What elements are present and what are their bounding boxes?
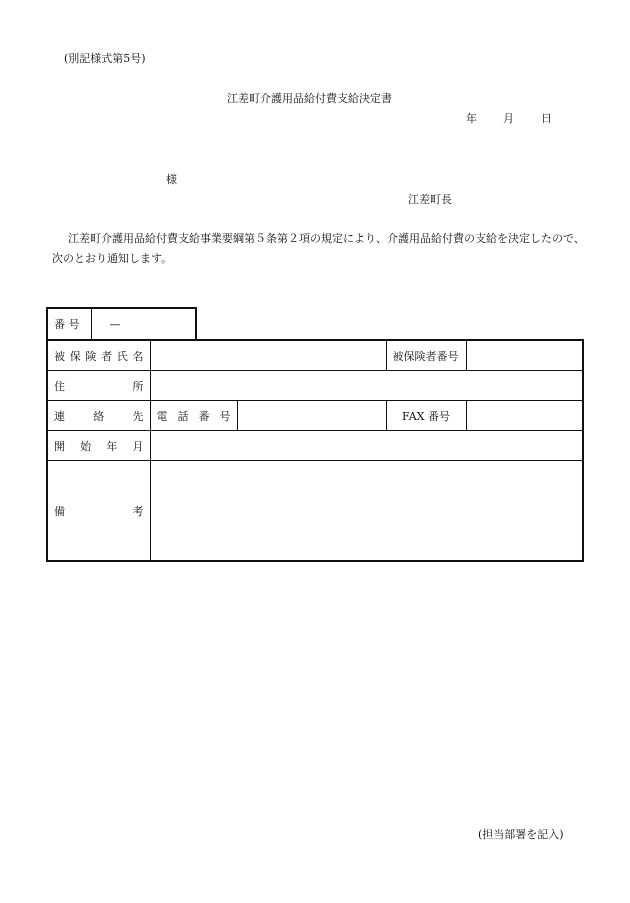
address-field[interactable] [150,371,583,401]
info-table [46,339,584,562]
addressee-suffix: 様 [166,173,177,186]
issuer-name: 江差町長 [408,193,452,206]
phone-label: 電話番号 [150,401,237,431]
body-text: 江差町介護用品給付費支給事業要綱第５条第２項の規定により、介護用品給付費の支給を決定したので、次のとおり通知します。 [52,232,585,265]
date-year-label: 年 [466,112,477,125]
remarks-label: 備考 [47,461,150,562]
insured-number-label: 被保険者番号 [386,340,466,371]
contact-label: 連絡先 [47,401,150,431]
date-month-label: 月 [503,112,514,125]
remarks-field[interactable] [150,461,583,562]
date-day-label: 日 [541,112,552,125]
start-date-field[interactable] [150,431,583,461]
document-title: 江差町介護用品給付費支給決定書 [227,92,392,105]
insured-number-field[interactable] [466,340,583,371]
number-value: — [91,308,196,340]
form-number: (別記様式第5号) [64,52,146,65]
phone-field[interactable] [237,401,386,431]
date-line [466,110,552,126]
fax-label: FAX 番号 [386,401,466,431]
address-label: 住所 [47,371,150,401]
number-label: 番 号 [47,308,91,340]
fax-field[interactable] [466,401,583,431]
insured-name-field[interactable] [150,340,386,371]
start-date-label: 開始年月 [47,431,150,461]
insured-name-label: 被保険者氏名 [47,340,150,371]
footer-note: (担当部署を記入) [478,828,564,841]
number-table [46,307,197,341]
